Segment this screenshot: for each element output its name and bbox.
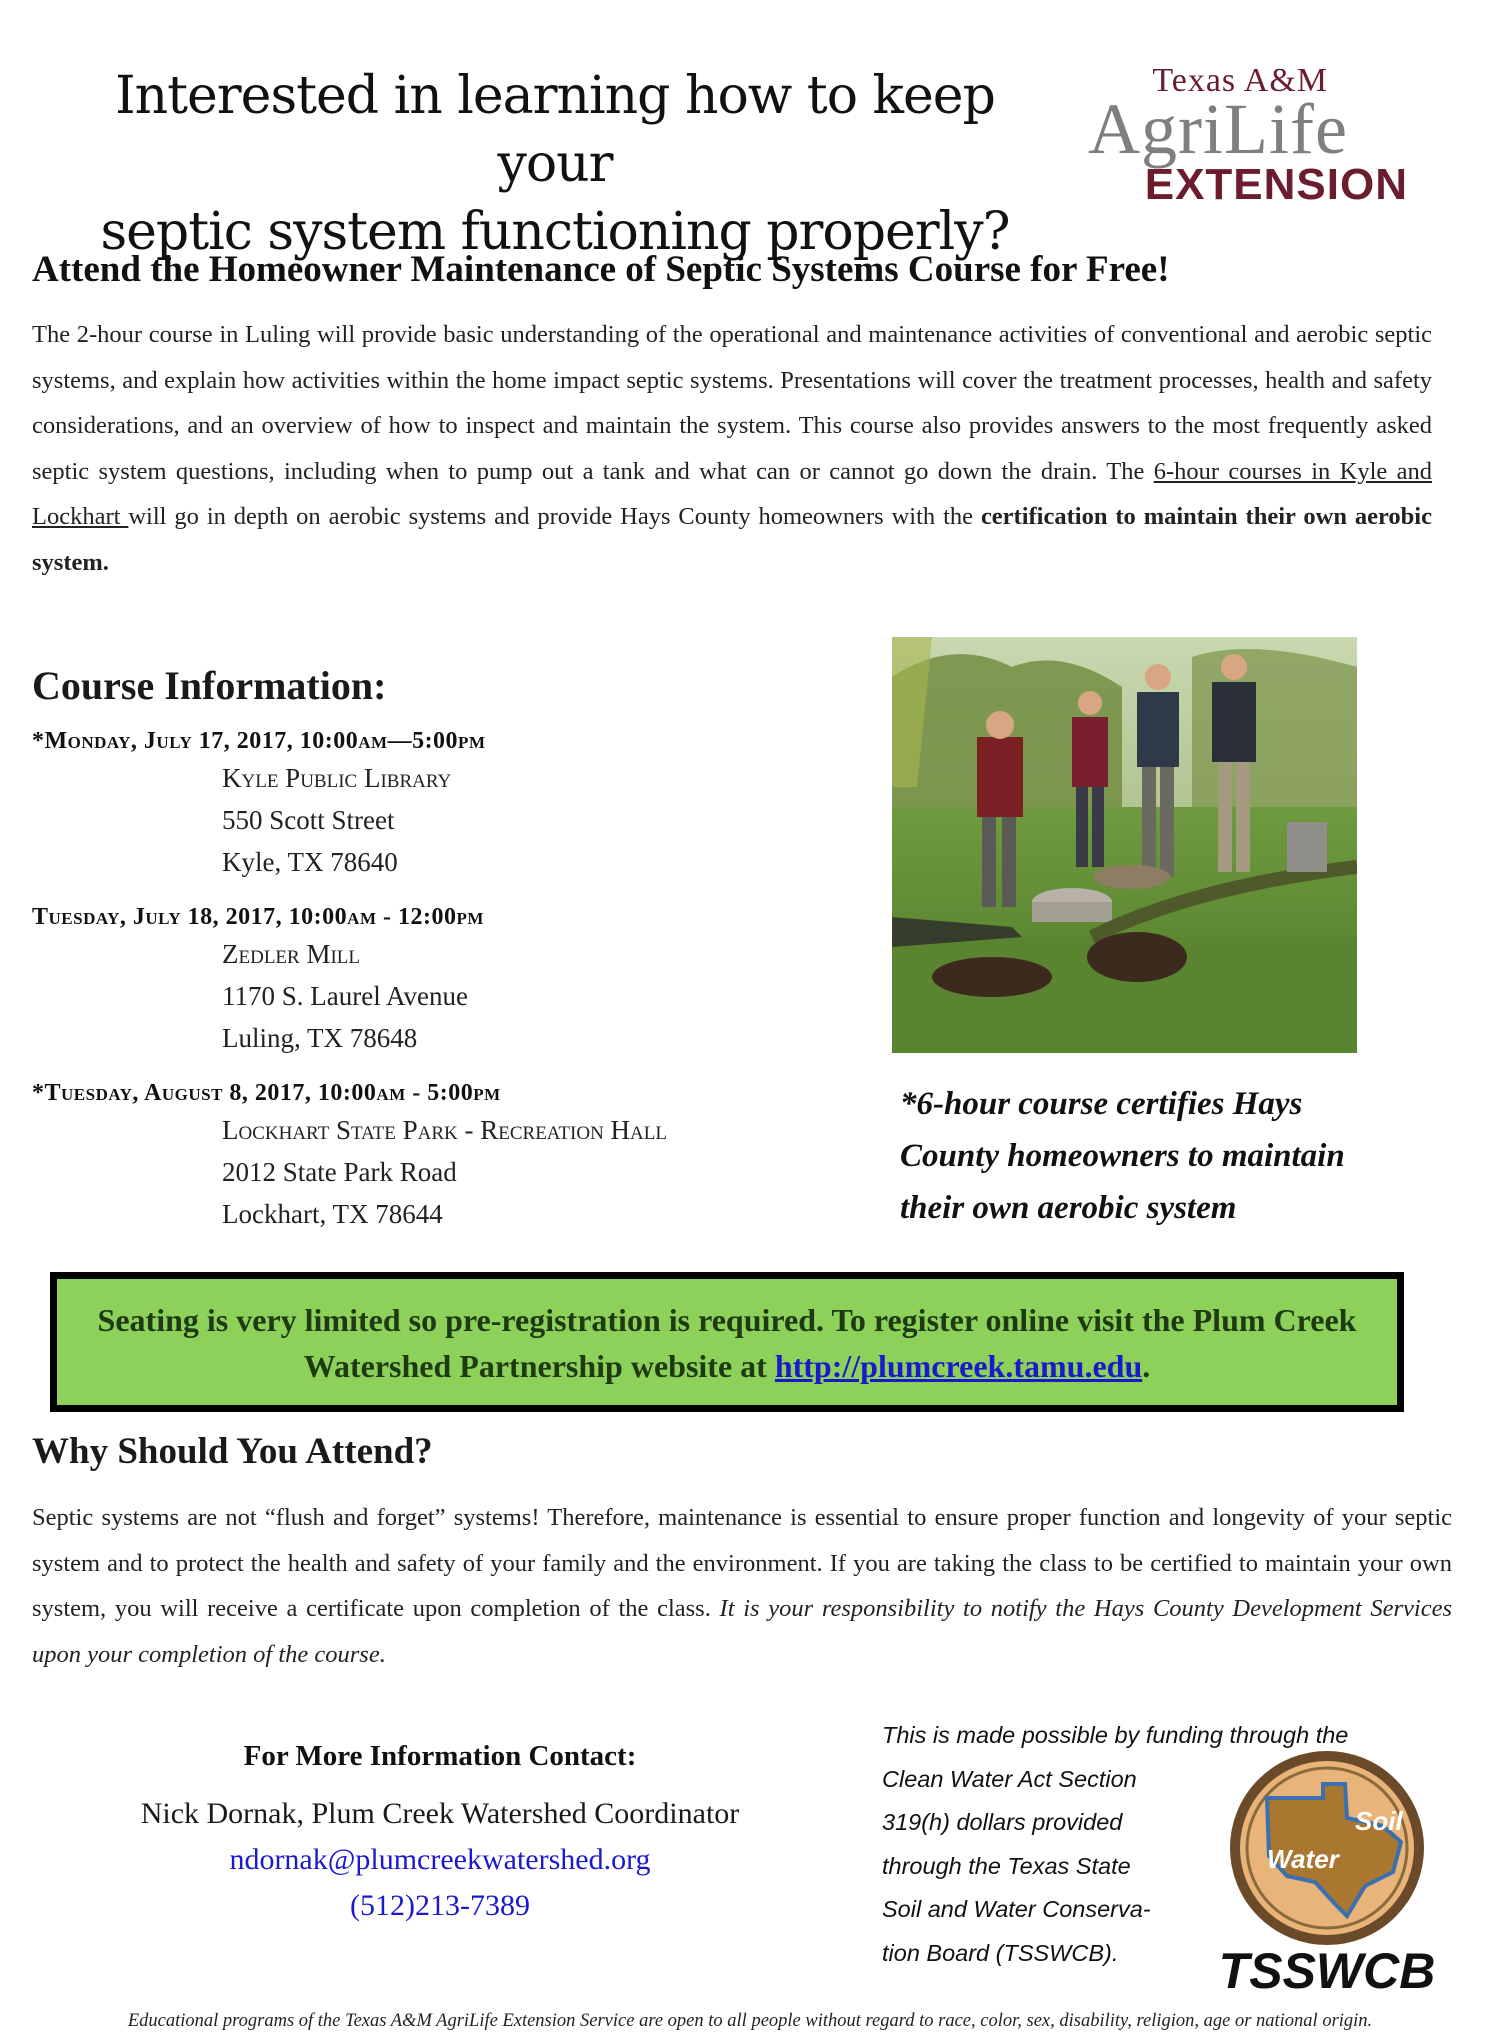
- course-field-photo: [892, 637, 1357, 1053]
- session-venue: Lockhart State Park - Recreation Hall: [222, 1115, 667, 1145]
- registration-period: .: [1142, 1348, 1151, 1384]
- contact-email-link[interactable]: ndornak@plumcreekwatershed.org: [229, 1843, 651, 1876]
- certification-note: *6-hour course certifies Hays County homeowners to maintain their own aerobic system: [900, 1086, 1345, 1226]
- agrilife-extension-logo: [1088, 62, 1408, 209]
- page-headline: [60, 62, 1050, 266]
- contact-heading: For More Information Contact:: [243, 1740, 637, 1772]
- session-venue: Zedler Mill: [222, 939, 361, 969]
- contact-phone-link[interactable]: (512)213-7389: [350, 1889, 530, 1922]
- session-street: 550 Scott Street: [222, 805, 395, 835]
- session-date: *Monday, July 17, 2017, 10:00am—5:00pm: [32, 728, 486, 754]
- funding-line: through the Texas State: [882, 1852, 1131, 1879]
- course-subtitle: Attend the Homeowner Maintenance of Septic Systems Course for Free!: [32, 249, 1170, 290]
- session-city: Lockhart, TX 78644: [222, 1199, 443, 1229]
- funding-line: 319(h) dollars provided: [882, 1809, 1123, 1835]
- why-attend-heading: Why Should You Attend?: [32, 1431, 433, 1472]
- intro-paragraph: [32, 312, 1432, 585]
- headline-line-1: Interested in learning how to keep your: [115, 66, 995, 194]
- why-italic-text: It is your responsibility to notify the Hays County Development Services upon your completion of the course.: [32, 1595, 1452, 1668]
- session-city: Luling, TX 78648: [222, 1023, 418, 1053]
- course-info-heading: Course Information:: [32, 663, 387, 708]
- session-street: 2012 State Park Road: [222, 1157, 457, 1187]
- contact-name: Nick Dornak, Plum Creek Watershed Coordinator: [140, 1797, 740, 1830]
- footer-disclaimer: Educational programs of the Texas A&M AgriLife Extension Service are open to all people without regard to race, color, sex, disability, religion, age or national origin.: [127, 2011, 1373, 2031]
- intro-text-a: The 2-hour course in Luling will provide basic understanding of the operational and maintenance activities of conventional and aerobic septic systems, and explain how activities within the home impact septic systems. Presentations will cover the treatment processes, health and safety considerations, and an overview of how to inspect and maintain the system. This course also provides answers to the most frequently asked septic system questions, including when to pump out a tank and what can or cannot go down the drain. The: [32, 321, 1432, 485]
- logo-agrilife: AgriLife: [1088, 89, 1348, 169]
- registration-text: Seating is very limited so pre-registration is required. To register online visit the Plum Creek Watershed Partnership website at: [97, 1302, 1357, 1384]
- registration-callout: [50, 1272, 1404, 1412]
- why-attend-paragraph: [32, 1495, 1452, 1677]
- intro-underlined-text: 6-hour courses in Kyle and Lockhart: [32, 457, 1432, 530]
- logo-texas-am: Texas A&M: [1152, 62, 1328, 99]
- logo-extension: EXTENSION: [1144, 160, 1408, 209]
- why-text: Septic systems are not “flush and forget” systems! Therefore, maintenance is essential to ensure proper function and longevity of your septic system and to protect the health and safety of your family and the environment. If you are taking the class to be certified to maintain your own system, you will receive a certificate upon completion of the class.: [32, 1504, 1452, 1622]
- session-street: 1170 S. Laurel Avenue: [222, 981, 468, 1011]
- tsswcb-soil-text: Soil: [1355, 1806, 1403, 1836]
- contact-block: [60, 1740, 820, 1929]
- session-3: [32, 1080, 667, 1235]
- tsswcb-acronym: TSSWCB: [1218, 1943, 1436, 1999]
- session-1: [32, 728, 486, 883]
- funding-line: Clean Water Act Section: [882, 1765, 1137, 1792]
- tsswcb-water-text: Water: [1267, 1844, 1339, 1874]
- headline-line-2: septic system functioning properly?: [100, 202, 1010, 262]
- session-date: *Tuesday, August 8, 2017, 10:00am - 5:00pm: [32, 1080, 501, 1106]
- registration-link[interactable]: http://plumcreek.tamu.edu: [774, 1348, 1143, 1384]
- tsswcb-logo: [1205, 1748, 1450, 2003]
- funding-line: This is made possible by funding through the: [882, 1722, 1349, 1748]
- session-venue: Kyle Public Library: [222, 763, 452, 793]
- intro-text-b: will go in depth on aerobic systems and provide Hays County homeowners with the: [128, 503, 981, 530]
- session-2: [32, 904, 484, 1059]
- session-city: Kyle, TX 78640: [222, 847, 398, 877]
- session-date: Tuesday, July 18, 2017, 10:00am - 12:00pm: [32, 904, 484, 930]
- intro-bold-text: certification to maintain their own aerobic system.: [32, 503, 1432, 576]
- funding-line: Soil and Water Conserva-: [882, 1896, 1151, 1922]
- funding-line: tion Board (TSSWCB).: [882, 1939, 1119, 1966]
